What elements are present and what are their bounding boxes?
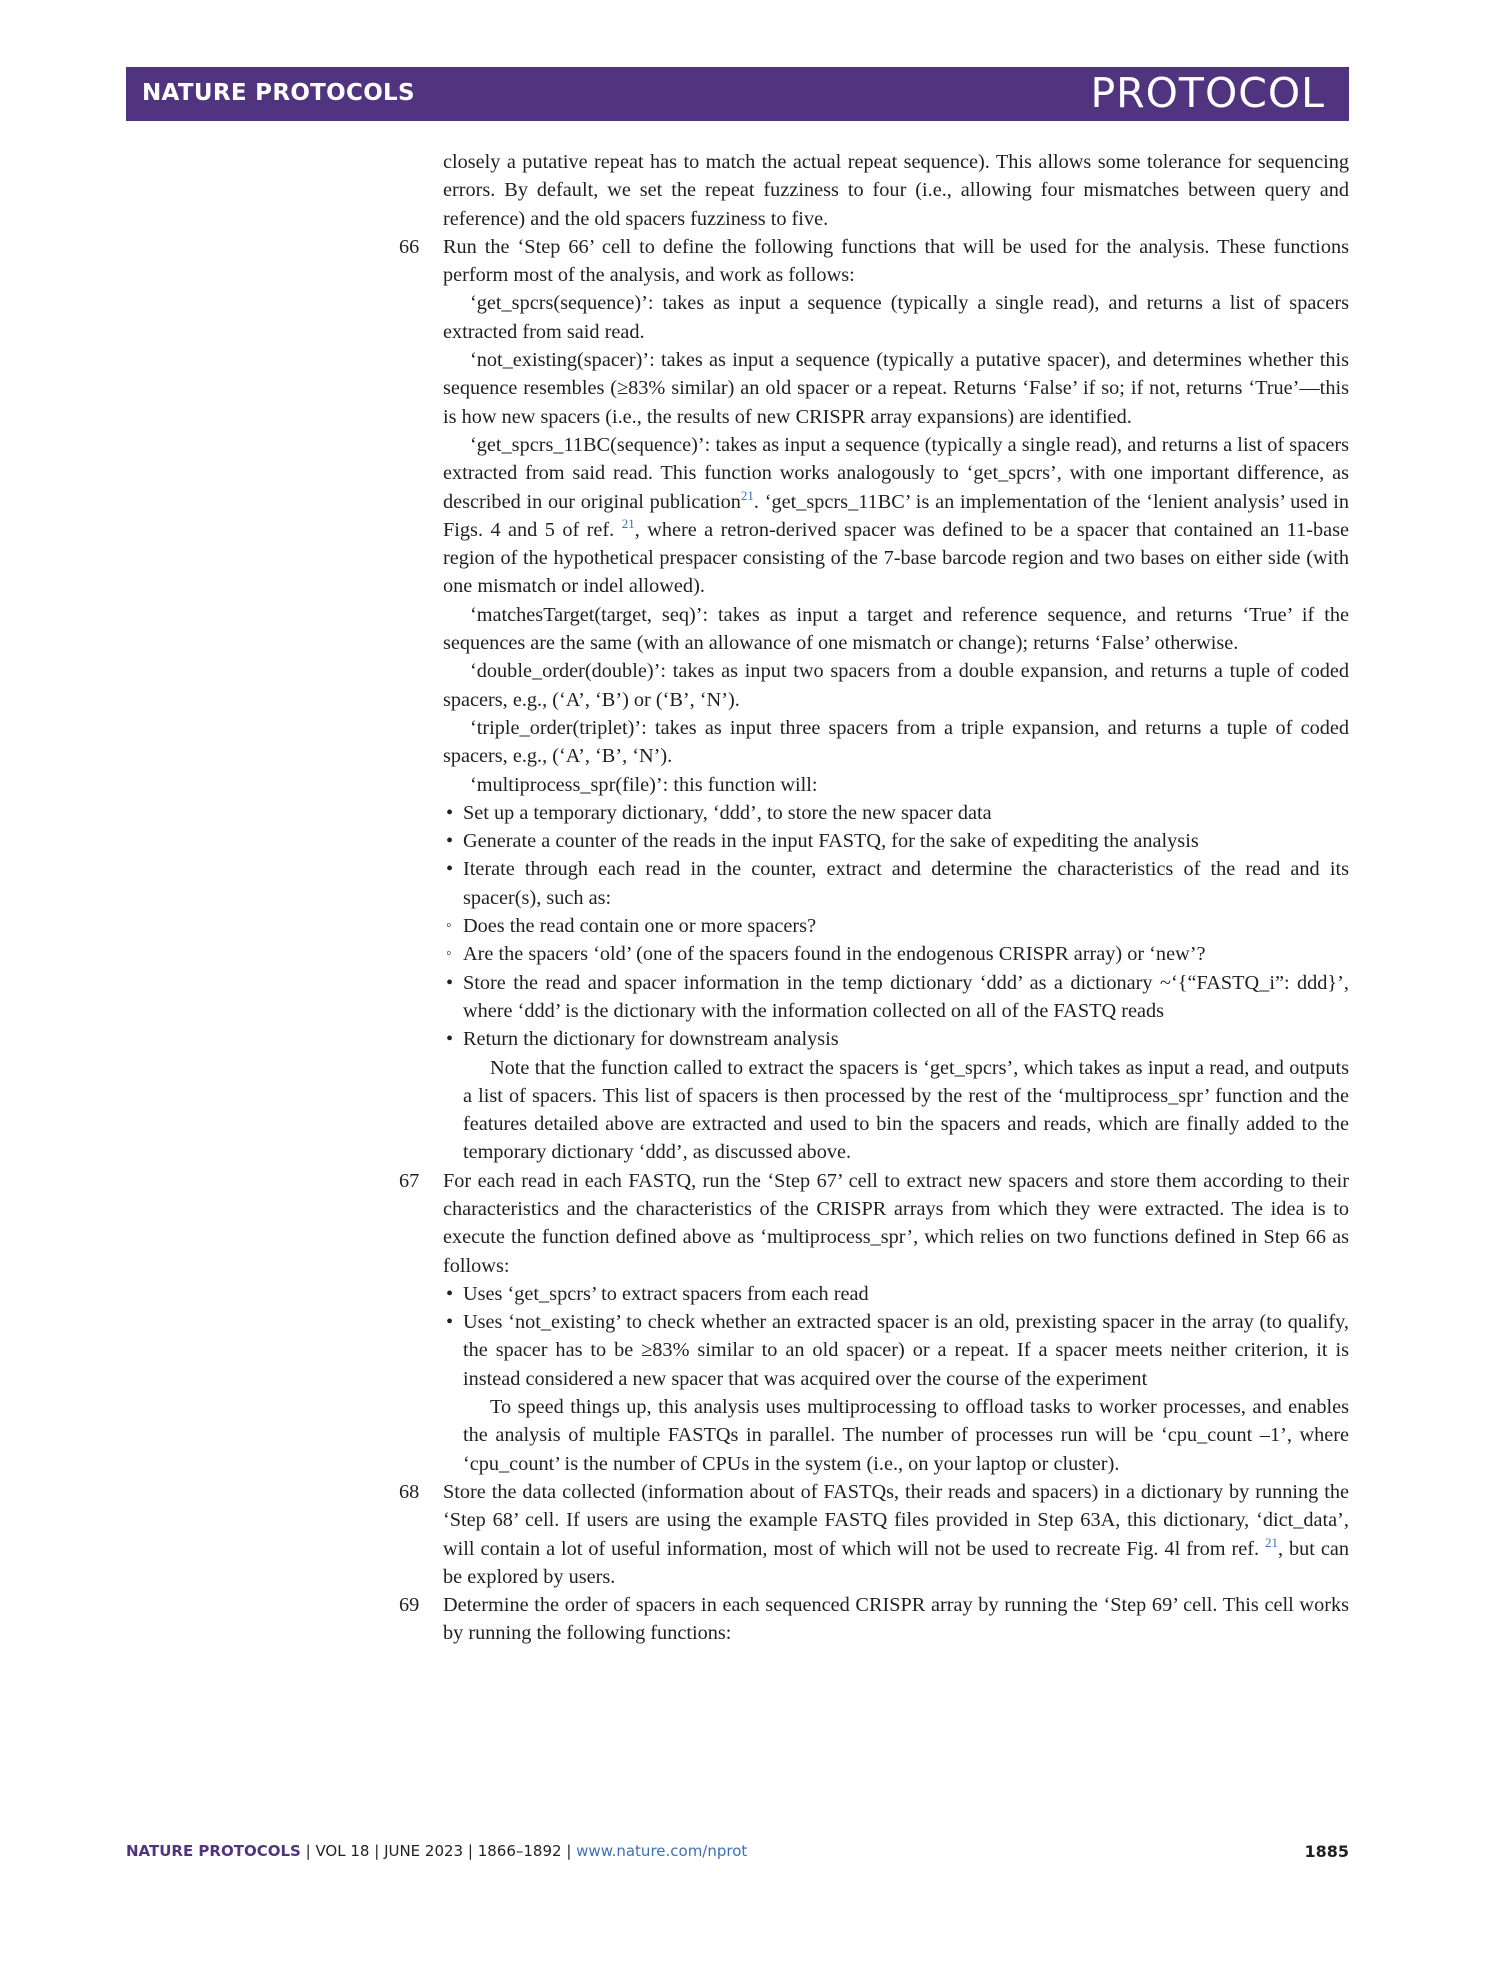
list-item: • Set up a temporary dictionary, ‘ddd’, to store the new spacer data xyxy=(443,799,1349,827)
separator: | xyxy=(463,1842,478,1860)
article-type-label: PROTOCOL xyxy=(1090,69,1325,117)
text-segment: , where a retron-derived spacer was defined to be a spacer that contained an 11-base region of the hypothetical prespacer consisting of the 7-base barcode region and two bases on either side (with one mismatch or indel allowed). xyxy=(443,518,1349,598)
list-item: • Uses ‘not_existing’ to check whether an extracted spacer is an old, prexisting spacer in the array (to qualify, the spacer has to be ≥83% similar to an old spacer) or a repeat. If a spacer meets neither criterion, it is instead considered a new spacer that was acquired over the course of the experiment xyxy=(443,1308,1349,1393)
note-paragraph: To speed things up, this analysis uses multiprocessing to offload tasks to worker processes, and enables the analysis of multiple FASTQs in parallel. The number of processes run will be ‘cpu_count –1’, where ‘cpu_count’ is the number of CPUs in the system (i.e., on your laptop or cluster). xyxy=(463,1396,1349,1475)
text-segment: . ‘get_spcrs_11BC’ is an implementation of the ‘lenient analysis’ used in Figs. 4 and 5 of ref. xyxy=(443,490,1349,541)
step-text: For each read in each FASTQ, run the ‘Step 67’ cell to extract new spacers and store them according to their characteristics and the characteristics of the CRISPR arrays from which they were extracted. The idea is to execute the function defined above as ‘multiprocess_spr’, which relies on two functions defined in Step 66 as follows: xyxy=(443,1169,1349,1277)
reference-link[interactable]: 21 xyxy=(621,515,635,531)
text-segment: , but can be explored by users. xyxy=(443,1537,1349,1588)
journal-name: NATURE PROTOCOLS xyxy=(142,80,415,106)
step-text xyxy=(443,1478,1349,1591)
footer-date: JUNE 2023 xyxy=(384,1842,464,1860)
step-number: 68 xyxy=(399,1480,420,1503)
step-67 xyxy=(399,1167,1349,1478)
journal-header-bar xyxy=(126,67,1349,121)
list-item: • Iterate through each read in the counter, extract and determine the characteristics of the read and its spacer(s), such as: xyxy=(443,855,1349,912)
step-number: 67 xyxy=(399,1169,420,1192)
list-item: • Uses ‘get_spcrs’ to extract spacers from each read xyxy=(443,1280,1349,1308)
step-number: 69 xyxy=(399,1594,420,1617)
text-segment: ‘get_spcrs_11BC(sequence)’: takes as input a sequence (typically a single read), and returns a list of spacers extracted from said read. This function works analogously to ‘get_spcrs’, with one important difference, as described in our original publication xyxy=(443,433,1349,513)
footer-volume: VOL 18 xyxy=(315,1842,370,1860)
separator: | xyxy=(369,1842,385,1860)
separator: | xyxy=(300,1842,316,1860)
function-description: ‘multiprocess_spr(file)’: this function will: xyxy=(470,773,818,796)
step-text: Run the ‘Step 66’ cell to define the following functions that will be used for the analysis. These functions perform most of the analysis, and work as follows: xyxy=(443,235,1349,287)
sub-list-item: ◦ Does the read contain one or more spacers? xyxy=(443,912,1349,940)
function-description: ‘get_spcrs(sequence)’: takes as input a sequence (typically a single read), and returns a list of spacers extracted from said read. xyxy=(443,292,1349,343)
reference-link[interactable]: 21 xyxy=(740,487,754,503)
text-segment: Store the data collected (information about of FASTQs, their reads and spacers) in a dictionary by running the ‘Step 68’ cell. If users are using the example FASTQ files provided in Step 63A, this dictionary, ‘dict_data’, will contain a lot of useful information, most of which will not be used to recreate Fig. 4l from ref. xyxy=(443,1480,1349,1560)
separator: | xyxy=(561,1842,577,1860)
step-text: Determine the order of spacers in each sequenced CRISPR array by running the ‘Step 69’ cell. This cell works by running the following functions: xyxy=(443,1594,1349,1645)
list-item: • Store the read and spacer information in the temp dictionary ‘ddd’ as a dictionary ~‘{“FASTQ_i”: ddd}’, where ‘ddd’ is the dictionary with the information collected on all of the FASTQ reads xyxy=(443,969,1349,1026)
step-number: 66 xyxy=(399,235,420,258)
function-description: ‘triple_order(triplet)’: takes as input three spacers from a triple expansion, and returns a tuple of coded spacers, e.g., (‘A’, ‘B’, ‘N’). xyxy=(443,716,1349,768)
page-footer xyxy=(126,1842,1349,1860)
step-66 xyxy=(399,233,1349,1167)
footer-url-link[interactable]: www.nature.com/nprot xyxy=(576,1842,748,1860)
footer-pages: 1866–1892 xyxy=(477,1842,562,1860)
note-paragraph: Note that the function called to extract the spacers is ‘get_spcrs’, which takes as input a read, and outputs a list of spacers. This list of spacers is then processed by the rest of the ‘multiprocess_spr’ function and the features detailed above are extracted and used to bin the spacers and reads, which are finally added to the temporary dictionary ‘ddd’, as discussed above. xyxy=(463,1056,1349,1164)
sub-list-item: ◦ Are the spacers ‘old’ (one of the spacers found in the endogenous CRISPR array) or ‘new’? xyxy=(443,940,1349,968)
function-description: ‘double_order(double)’: takes as input two spacers from a double expansion, and returns a tuple of coded spacers, e.g., (‘A’, ‘B’) or (‘B’, ‘N’). xyxy=(443,660,1349,711)
function-description xyxy=(443,431,1349,601)
article-body xyxy=(399,148,1349,1648)
step-68 xyxy=(399,1478,1349,1591)
reference-link[interactable]: 21 xyxy=(1265,1534,1278,1550)
page-number: 1885 xyxy=(1304,1842,1349,1861)
list-item: • Return the dictionary for downstream analysis xyxy=(443,1025,1349,1053)
footer-journal: NATURE PROTOCOLS xyxy=(126,1842,301,1860)
intro-paragraph: closely a putative repeat has to match the actual repeat sequence). This allows some tolerance for sequencing errors. By default, we set the repeat fuzziness to four (i.e., allowing four mismatches between query and reference) and the old spacers fuzziness to five. xyxy=(443,151,1349,230)
function-description: ‘not_existing(spacer)’: takes as input a sequence (typically a putative spacer), and determines whether this sequence resembles (≥83% similar) an old spacer or a repeat. Returns ‘False’ if so; if not, returns ‘True’—this is how new spacers (i.e., the results of new CRISPR array expansions) are identified. xyxy=(443,349,1349,428)
function-description: ‘matchesTarget(target, seq)’: takes as input a target and reference sequence, and returns ‘True’ if the sequences are the same (with an allowance of one mismatch or change); returns ‘False’ otherwise. xyxy=(443,603,1349,655)
step-69 xyxy=(399,1591,1349,1648)
list-item: • Generate a counter of the reads in the input FASTQ, for the sake of expediting the analysis xyxy=(443,827,1349,855)
